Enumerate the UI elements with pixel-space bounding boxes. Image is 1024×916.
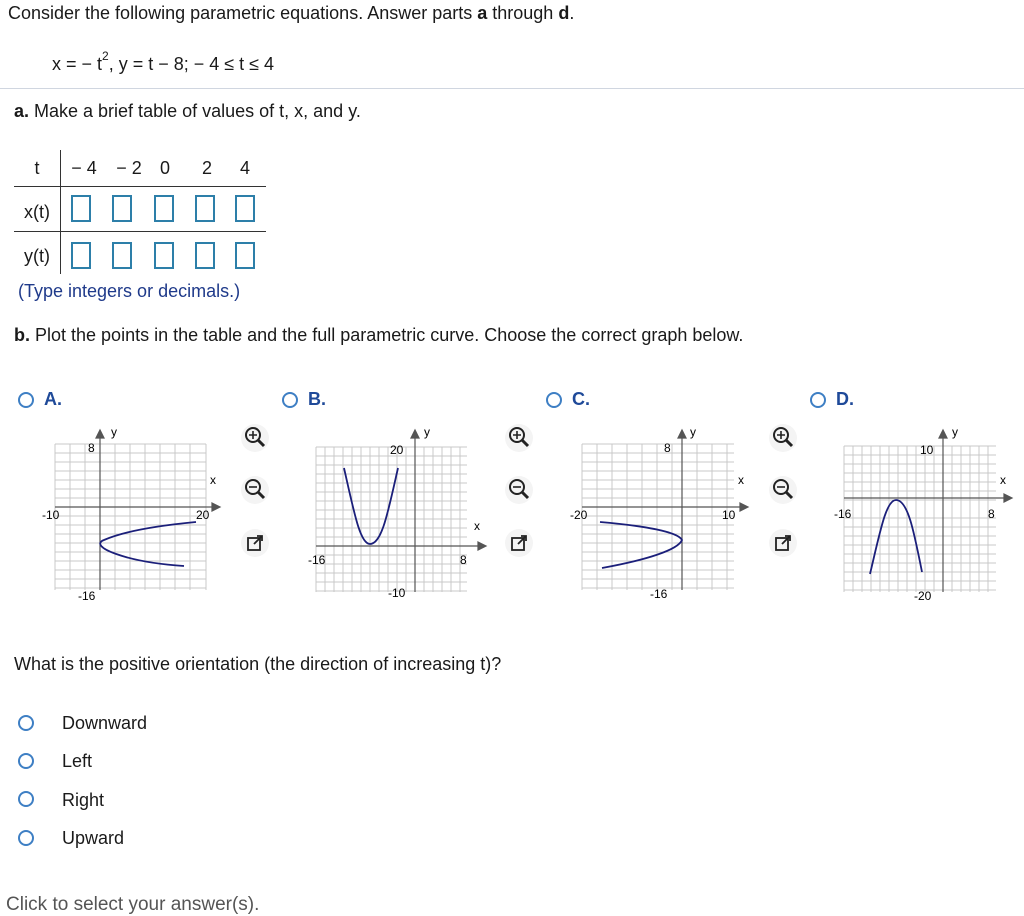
choice-upward-radio[interactable] [18, 830, 34, 846]
y-max-label: 8 [664, 441, 671, 455]
x-min-label: -16 [308, 553, 326, 567]
table-header-y: y(t) [24, 246, 50, 266]
x-input-box[interactable] [235, 195, 255, 222]
y-max-label: 10 [920, 443, 934, 457]
option-b-radio[interactable] [282, 392, 298, 408]
pop-out-icon[interactable] [240, 528, 270, 558]
x-min-label: -10 [42, 508, 60, 522]
graph-c [566, 422, 762, 606]
status-text: Click to select your answer(s). [6, 894, 260, 915]
graph-a-canvas [36, 422, 232, 606]
zoom-in-icon[interactable] [504, 423, 534, 453]
y-input-box[interactable] [71, 242, 91, 269]
y-input-box[interactable] [154, 242, 174, 269]
y-input-box[interactable] [235, 242, 255, 269]
zoom-out-icon[interactable] [240, 475, 270, 505]
equation: x = − $t^2$, y = t − 8; − 4 ≤ t ≤ 4 [52, 49, 275, 74]
choice-downward-label[interactable]: Downward [62, 713, 148, 733]
table-header-x: x(t) [24, 202, 50, 222]
graph-d-canvas [828, 422, 1018, 606]
y-min-label: -20 [914, 589, 932, 603]
graph-b [302, 422, 498, 606]
t-value: 2 [201, 158, 212, 178]
choice-upward-label[interactable]: Upward [62, 828, 125, 848]
y-min-label: -16 [78, 589, 96, 603]
option-d-letter: D. [836, 389, 854, 409]
graph-b-canvas [302, 422, 498, 606]
x-input-box[interactable] [154, 195, 174, 222]
x-axis-label: x [738, 473, 744, 487]
zoom-out-icon[interactable] [768, 475, 798, 505]
graph-a [36, 422, 232, 606]
instruction-text: Consider the following parametric equations. Answer parts a through d. [8, 3, 575, 23]
choice-right-label[interactable]: Right [62, 790, 105, 810]
x-max-label: 20 [196, 508, 210, 522]
pop-out-icon[interactable] [768, 528, 798, 558]
option-a-radio[interactable] [18, 392, 34, 408]
option-d-radio[interactable] [810, 392, 826, 408]
choice-right-radio[interactable] [18, 791, 34, 807]
y-axis-label: y [690, 425, 696, 439]
table-divider [60, 150, 61, 274]
t-value: − 4 [71, 158, 97, 178]
x-max-label: 8 [988, 507, 995, 521]
orientation-question: What is the positive orientation (the direction of increasing t)? [14, 654, 502, 674]
t-value: − 2 [116, 158, 142, 178]
x-max-label: 10 [722, 508, 736, 522]
x-axis-label: x [1000, 473, 1006, 487]
choice-downward-radio[interactable] [18, 715, 34, 731]
graph-d [828, 422, 1018, 606]
zoom-in-icon[interactable] [768, 423, 798, 453]
table-divider [14, 231, 266, 232]
y-axis-label: y [424, 425, 430, 439]
table-header-t: t [34, 158, 40, 178]
values-table [14, 150, 266, 275]
input-hint: (Type integers or decimals.) [18, 281, 241, 301]
part-b-prompt: b. Plot the points in the table and the full parametric curve. Choose the correct graph below. [14, 325, 744, 345]
x-input-box[interactable] [71, 195, 91, 222]
choice-left-label[interactable]: Left [62, 751, 93, 771]
x-min-label: -16 [834, 507, 852, 521]
y-min-label: -10 [388, 586, 406, 600]
y-min-label: -16 [650, 587, 668, 601]
x-min-label: -20 [570, 508, 588, 522]
graph-c-canvas [566, 422, 762, 606]
x-axis-label: x [210, 473, 216, 487]
grid [844, 446, 996, 592]
zoom-in-icon[interactable] [240, 423, 270, 453]
option-a-letter: A. [44, 389, 62, 409]
divider [0, 88, 1024, 89]
t-value: 0 [159, 158, 170, 178]
zoom-out-icon[interactable] [504, 475, 534, 505]
x-input-box[interactable] [195, 195, 215, 222]
x-axis-label: x [474, 519, 480, 533]
grid [55, 444, 206, 590]
y-input-box[interactable] [112, 242, 132, 269]
y-axis-label: y [952, 425, 958, 439]
option-c-letter: C. [572, 389, 590, 409]
part-a-prompt: a. Make a brief table of values of t, x, and y. [14, 101, 361, 121]
x-max-label: 8 [460, 553, 467, 567]
pop-out-icon[interactable] [504, 528, 534, 558]
y-axis-label: y [111, 425, 117, 439]
option-c-radio[interactable] [546, 392, 562, 408]
grid [316, 447, 467, 592]
y-input-box[interactable] [195, 242, 215, 269]
x-input-box[interactable] [112, 195, 132, 222]
y-max-label: 20 [390, 443, 404, 457]
table-divider [14, 186, 266, 187]
option-b-letter: B. [308, 389, 326, 409]
t-value: 4 [239, 158, 250, 178]
y-max-label: 8 [88, 441, 95, 455]
choice-left-radio[interactable] [18, 753, 34, 769]
